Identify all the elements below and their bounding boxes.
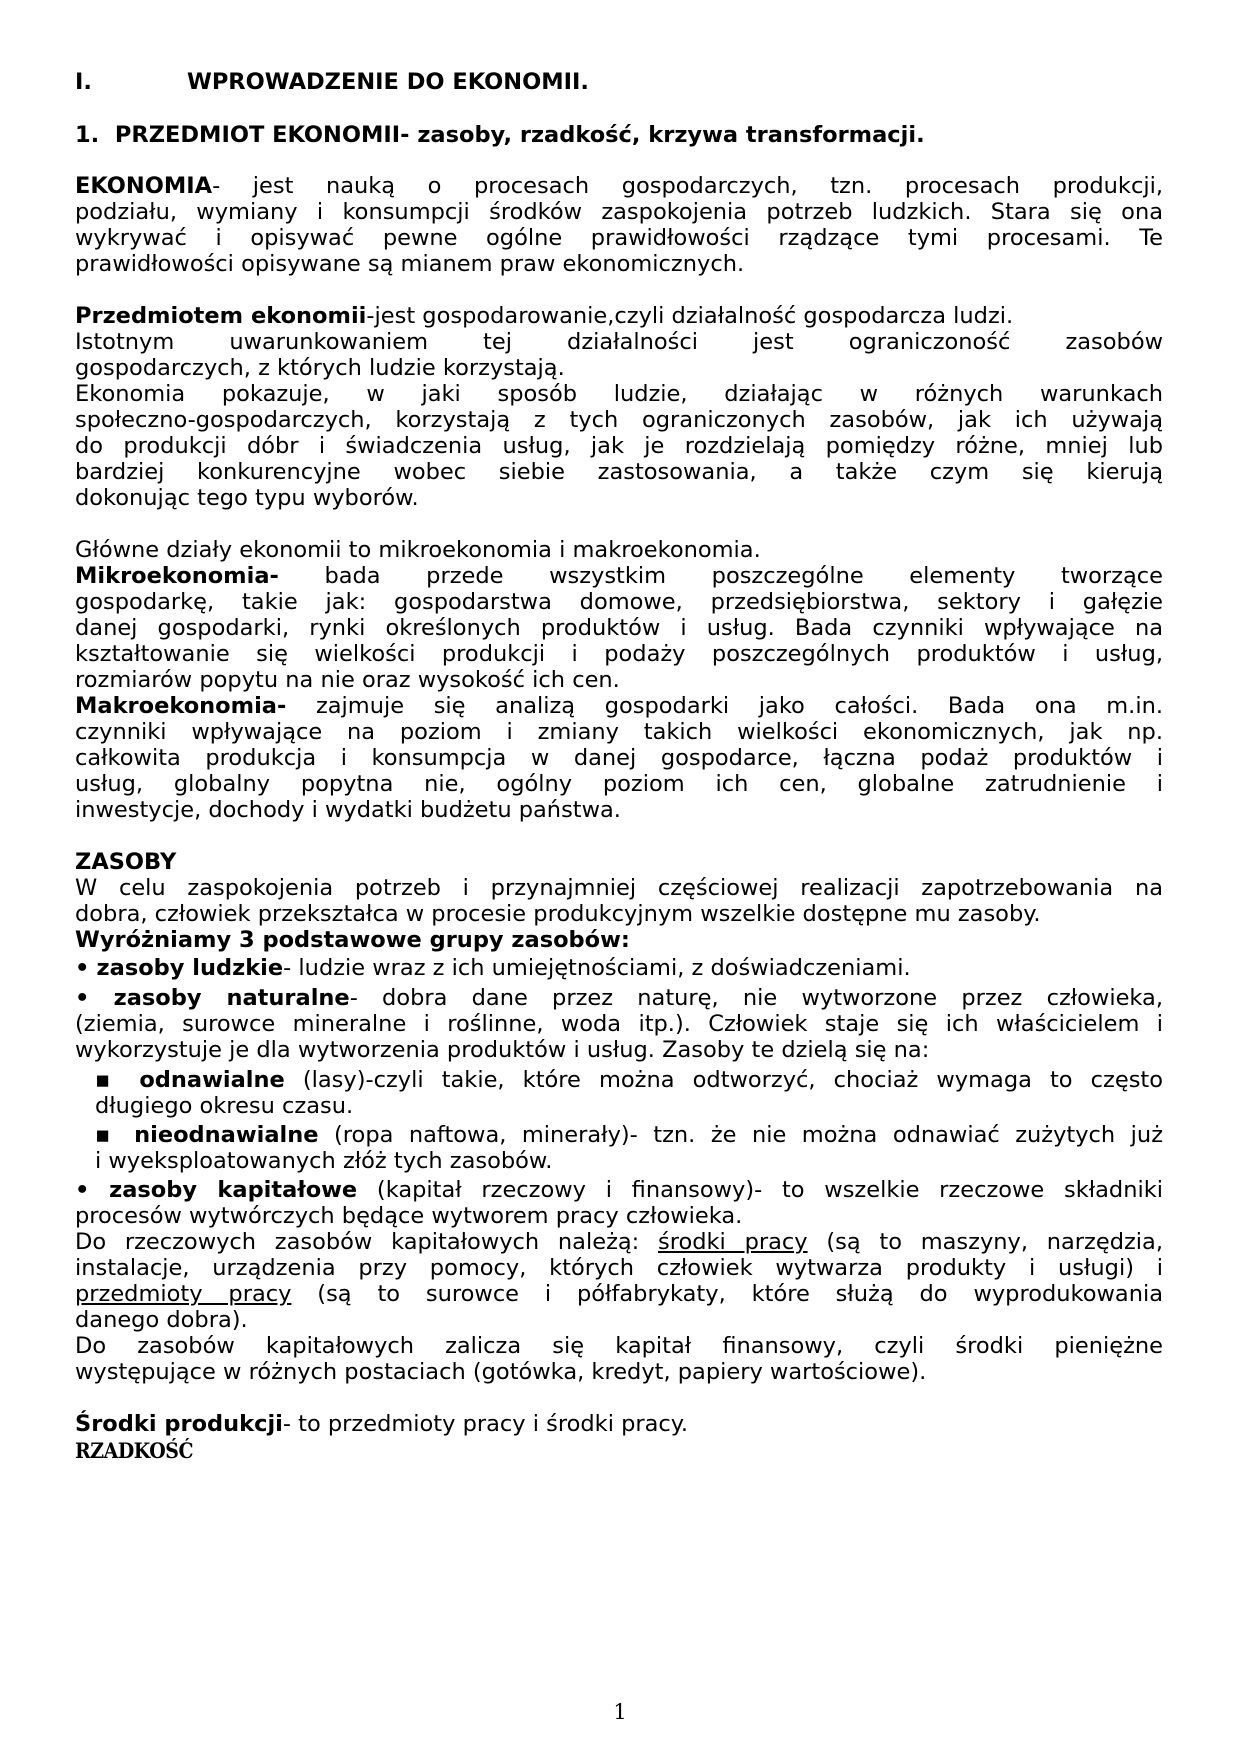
sub-list-item: ▪ odnawialne (lasy)-czyli takie, które można odtworzyć, chociaż wymaga to często	[95, 1067, 1164, 1093]
term-ekonomia: EKONOMIA	[75, 173, 213, 199]
paragraph-line: danej gospodarki, rynki określonych produktów i usług. Bada czynniki wpływające na	[75, 615, 1163, 641]
term-makroekonomia: Makroekonomia-	[75, 693, 287, 719]
paragraph-line: do produkcji dóbr i świadczenia usług, jak je rozdzielają pomiędzy różne, mniej lub	[75, 433, 1163, 459]
paragraph-line: usług, globalny popytna nie, ogólny poziom ich cen, globalne zatrudnienie i	[75, 771, 1163, 797]
bullet-icon: •	[75, 1177, 90, 1203]
paragraph-line: gospodarkę, takie jak: gospodarstwa domowe, przedsiębiorstwa, sektory i gałęzie	[75, 589, 1163, 615]
paragraph-line: Główne działy ekonomii to mikroekonomia i makroekonomia.	[75, 537, 761, 563]
zasoby-heading: ZASOBY	[75, 849, 177, 875]
rzadkosc-heading: RZADKOŚĆ	[75, 1438, 194, 1463]
bullet-icon: •	[75, 955, 90, 981]
paragraph-line: prawidłowości opisywane są mianem praw ekonomicznych.	[75, 251, 745, 277]
paragraph-line: Mikroekonomia- bada przede wszystkim poszczególne elementy tworzące	[75, 563, 1163, 589]
paragraph-line: rozmiarów popytu na nie oraz wysokość ich cen.	[75, 667, 620, 693]
list-item: • zasoby naturalne- dobra dane przez naturę, nie wytworzone przez człowieka,	[75, 985, 1163, 1011]
paragraph-line: Makroekonomia- zajmuje się analizą gospodarki jako całości. Bada ona m.in.	[75, 693, 1163, 719]
paragraph-line: Istotnym uwarunkowaniem tej działalności jest ograniczoność zasobów	[75, 329, 1163, 355]
paragraph-line: długiego okresu czasu.	[95, 1093, 354, 1119]
paragraph-line: występujące w różnych postaciach (gotówka, kredyt, papiery wartościowe).	[75, 1359, 927, 1385]
paragraph-line: instalacje, urządzenia przy pomocy, których człowiek wytwarza produkty i usługi) i	[75, 1255, 1163, 1281]
term-mikroekonomia: Mikroekonomia-	[75, 563, 279, 589]
term-srodki-produkcji: Środki produkcji	[75, 1411, 283, 1437]
paragraph-line: Do rzeczowych zasobów kapitałowych należą: środki pracy (są to maszyny, narzędzia,	[75, 1229, 1163, 1255]
paragraph-line: dobra, człowiek przekształca w procesie produkcyjnym wszelkie dostępne mu zasoby.	[75, 901, 1041, 927]
paragraph-line: całkowita produkcja i konsumpcja w danej gospodarce, łączna podaż produktów i	[75, 745, 1163, 771]
paragraph-line: czynniki wpływające na poziom i zmiany takich wielkości ekonomicznych, jak np.	[75, 719, 1163, 745]
paragraph-line: procesów wytwórczych będące wytworem pracy człowieka.	[75, 1203, 743, 1229]
paragraph-line: Ekonomia pokazuje, w jaki sposób ludzie, działając w różnych warunkach	[75, 381, 1163, 407]
paragraph-line: gospodarczych, z których ludzie korzystają.	[75, 355, 565, 381]
paragraph-line: wykorzystuje je dla wytworzenia produktów i usług. Zasoby te dzielą się na:	[75, 1037, 930, 1063]
groups-heading: Wyróżniamy 3 podstawowe grupy zasobów:	[75, 927, 630, 953]
paragraph-line: danego dobra).	[75, 1307, 248, 1333]
page-number: 1	[613, 1700, 627, 1724]
paragraph-line: wykrywać i opisywać pewne ogólne prawidłowości rządzące tymi procesami. Te	[75, 225, 1163, 251]
paragraph-line: społeczno-gospodarczych, korzystają z tych ograniczonych zasobów, jak ich używają	[75, 407, 1163, 433]
paragraph-line: W celu zaspokojenia potrzeb i przynajmniej częściowej realizacji zapotrzebowania na	[75, 875, 1163, 901]
paragraph-line: dokonując tego typu wyborów.	[75, 485, 419, 511]
paragraph-line: przedmioty pracy (są to surowce i półfabrykaty, które służą do wyprodukowania	[75, 1281, 1163, 1307]
chapter-heading	[75, 68, 1163, 97]
paragraph-line: Przedmiotem ekonomii-jest gospodarowanie,czyli działalność gospodarcza ludzi.	[75, 303, 1014, 329]
chapter-title: WPROWADZENIE DO EKONOMII.	[187, 69, 589, 95]
paragraph-line: podziału, wymiany i konsumpcji środków zaspokojenia potrzeb ludzkich. Stara się ona	[75, 199, 1163, 225]
paragraph-line: kształtowanie się wielkości produkcji i podaży poszczególnych produktów i usług,	[75, 641, 1163, 667]
paragraph-line: Do zasobów kapitałowych zalicza się kapitał finansowy, czyli środki pieniężne	[75, 1333, 1163, 1359]
section-title-lead: PRZEDMIOT EKONOMII-	[114, 122, 410, 148]
list-item: • zasoby kapitałowe (kapitał rzeczowy i finansowy)- to wszelkie rzeczowe składniki	[75, 1177, 1164, 1203]
square-bullet-icon: ▪	[95, 1122, 119, 1148]
section-title-rest: zasoby, rzadkość, krzywa transformacji.	[409, 122, 925, 148]
paragraph-line: inwestycje, dochody i wydatki budżetu państwa.	[75, 797, 621, 823]
paragraph-line: bardziej konkurencyjne wobec siebie zastosowania, a także czym się kierują	[75, 459, 1163, 485]
paragraph-line: i wyeksploatowanych złóż tych zasobów.	[95, 1148, 553, 1174]
term-przedmiot: Przedmiotem ekonomii	[75, 303, 367, 329]
underlined-term-srodki-pracy: środki pracy	[658, 1229, 808, 1255]
square-bullet-icon: ▪	[95, 1067, 122, 1093]
bullet-icon: •	[75, 985, 90, 1011]
section-heading	[75, 121, 1163, 150]
paragraph-line: Środki produkcji- to przedmioty pracy i środki pracy.	[75, 1411, 689, 1437]
paragraph-line: (ziemia, surowce mineralne i roślinne, woda itp.). Człowiek staje się ich właścicielem i	[75, 1011, 1163, 1037]
chapter-number: I.	[75, 69, 92, 95]
sub-list-item: ▪ nieodnawialne (ropa naftowa, minerały)- tzn. że nie można odnawiać zużytych już	[95, 1122, 1164, 1148]
paragraph-line: EKONOMIA- jest nauką o procesach gospodarczych, tzn. procesach produkcji,	[75, 173, 1163, 199]
section-number: 1.	[75, 122, 100, 148]
list-item: • zasoby ludzkie- ludzie wraz z ich umiejętnościami, z doświadczeniami.	[75, 955, 911, 981]
underlined-term-przedmioty-pracy: przedmioty pracy	[75, 1281, 292, 1307]
